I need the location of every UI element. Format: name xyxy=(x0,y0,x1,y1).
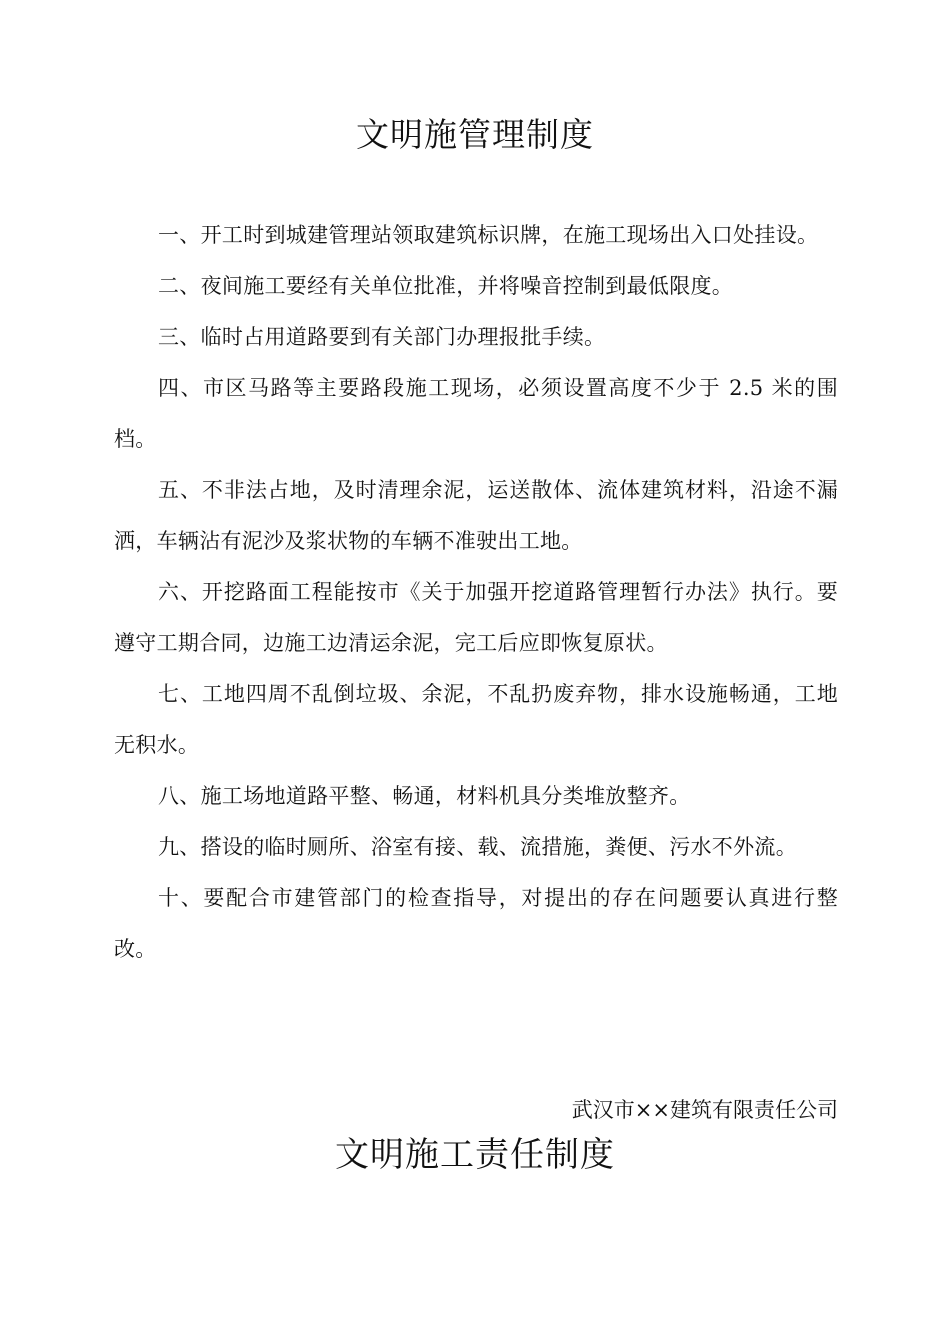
regulation-list xyxy=(114,210,838,975)
regulation-item-4: 四、市区马路等主要路段施工现场，必须设置高度不少于 2.5 米的围档。 xyxy=(114,376,838,451)
regulation-item-8: 八、施工场地道路平整、畅通，材料机具分类堆放整齐。 xyxy=(158,784,691,808)
next-section-title: 文明施工责任制度 xyxy=(335,1135,615,1175)
regulation-item-7: 七、工地四周不乱倒垃圾、余泥，不乱扔废弃物，排水设施畅通，工地无积水。 xyxy=(114,682,838,757)
company-signature: 武汉市××建筑有限责任公司 xyxy=(571,1098,838,1122)
regulation-item-2: 二、夜间施工要经有关单位批准，并将噪音控制到最低限度。 xyxy=(158,274,734,298)
regulation-item-3: 三、临时占用道路要到有关部门办理报批手续。 xyxy=(158,325,606,349)
regulation-item-1: 一、开工时到城建管理站领取建筑标识牌，在施工现场出入口处挂设。 xyxy=(158,223,819,247)
regulation-item-9: 九、搭设的临时厕所、浴室有接、载、流措施，粪便、污水不外流。 xyxy=(158,835,797,859)
regulation-item-5: 五、不非法占地，及时清理余泥，运送散体、流体建筑材料，沿途不漏洒，车辆沾有泥沙及浆状物的车辆不准驶出工地。 xyxy=(114,478,838,553)
regulation-item-10: 十、要配合市建管部门的检查指导，对提出的存在问题要认真进行整改。 xyxy=(114,886,838,961)
regulation-item-6: 六、开挖路面工程能按市《关于加强开挖道路管理暂行办法》执行。要遵守工期合同，边施工边清运余泥，完工后应即恢复原状。 xyxy=(114,580,838,655)
document-title: 文明施管理制度 xyxy=(356,115,594,154)
